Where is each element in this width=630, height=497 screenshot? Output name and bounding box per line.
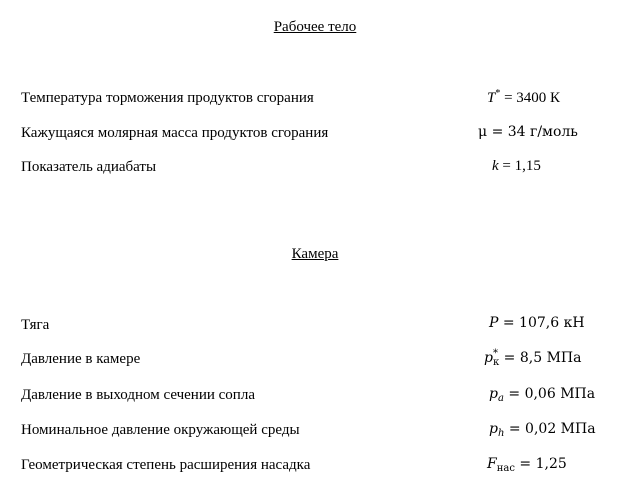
superscript: *	[495, 88, 501, 99]
value-thrust	[489, 315, 585, 331]
superscript: *	[492, 348, 498, 359]
symbol: P	[489, 315, 499, 331]
symbol: p	[489, 386, 498, 402]
section-title-working-fluid: Рабочее тело	[273, 19, 357, 35]
subscript: к	[492, 357, 500, 368]
symbol: p	[489, 421, 498, 437]
value-text: = 1,25	[519, 456, 567, 472]
value-text: = 8,5 МПа	[503, 350, 582, 366]
symbol: k	[492, 158, 499, 174]
label-stagnation-temperature: Температура торможения продуктов сгорания	[21, 90, 314, 106]
symbol: μ	[478, 124, 488, 140]
value-text: = 1,15	[502, 158, 541, 174]
value-adiabatic-index	[492, 158, 541, 175]
label-molar-mass: Кажущаяся молярная масса продуктов сгорания	[21, 125, 329, 141]
subscript: a	[497, 393, 504, 404]
subscript: h	[497, 428, 505, 439]
value-text: = 3400 К	[504, 90, 561, 106]
section-title-chamber: Камера	[291, 246, 339, 262]
value-exit-pressure	[489, 386, 595, 404]
label-chamber-pressure: Давление в камере	[21, 351, 141, 367]
value-text: = 0,02 МПа	[508, 421, 596, 437]
symbol: T	[487, 90, 496, 106]
symbol: F	[487, 456, 497, 472]
value-nozzle-expansion-ratio	[487, 456, 567, 474]
symbol: p	[484, 350, 493, 366]
label-ambient-pressure: Номинальное давление окружающей среды	[21, 422, 300, 438]
value-molar-mass	[478, 124, 578, 140]
label-thrust: Тяга	[21, 317, 50, 333]
value-text: = 0,06 МПа	[508, 386, 596, 402]
value-text: = 34 г/моль	[491, 124, 578, 140]
value-chamber-pressure	[484, 348, 581, 368]
label-adiabatic-index: Показатель адиабаты	[21, 159, 157, 175]
subscript: нас	[496, 463, 515, 474]
label-exit-pressure: Давление в выходном сечении сопла	[21, 387, 255, 403]
value-stagnation-temperature	[487, 88, 560, 107]
value-ambient-pressure	[489, 421, 596, 439]
value-text: = 107,6 кН	[502, 315, 585, 331]
label-nozzle-expansion-ratio: Геометрическая степень расширения насадка	[21, 457, 311, 473]
